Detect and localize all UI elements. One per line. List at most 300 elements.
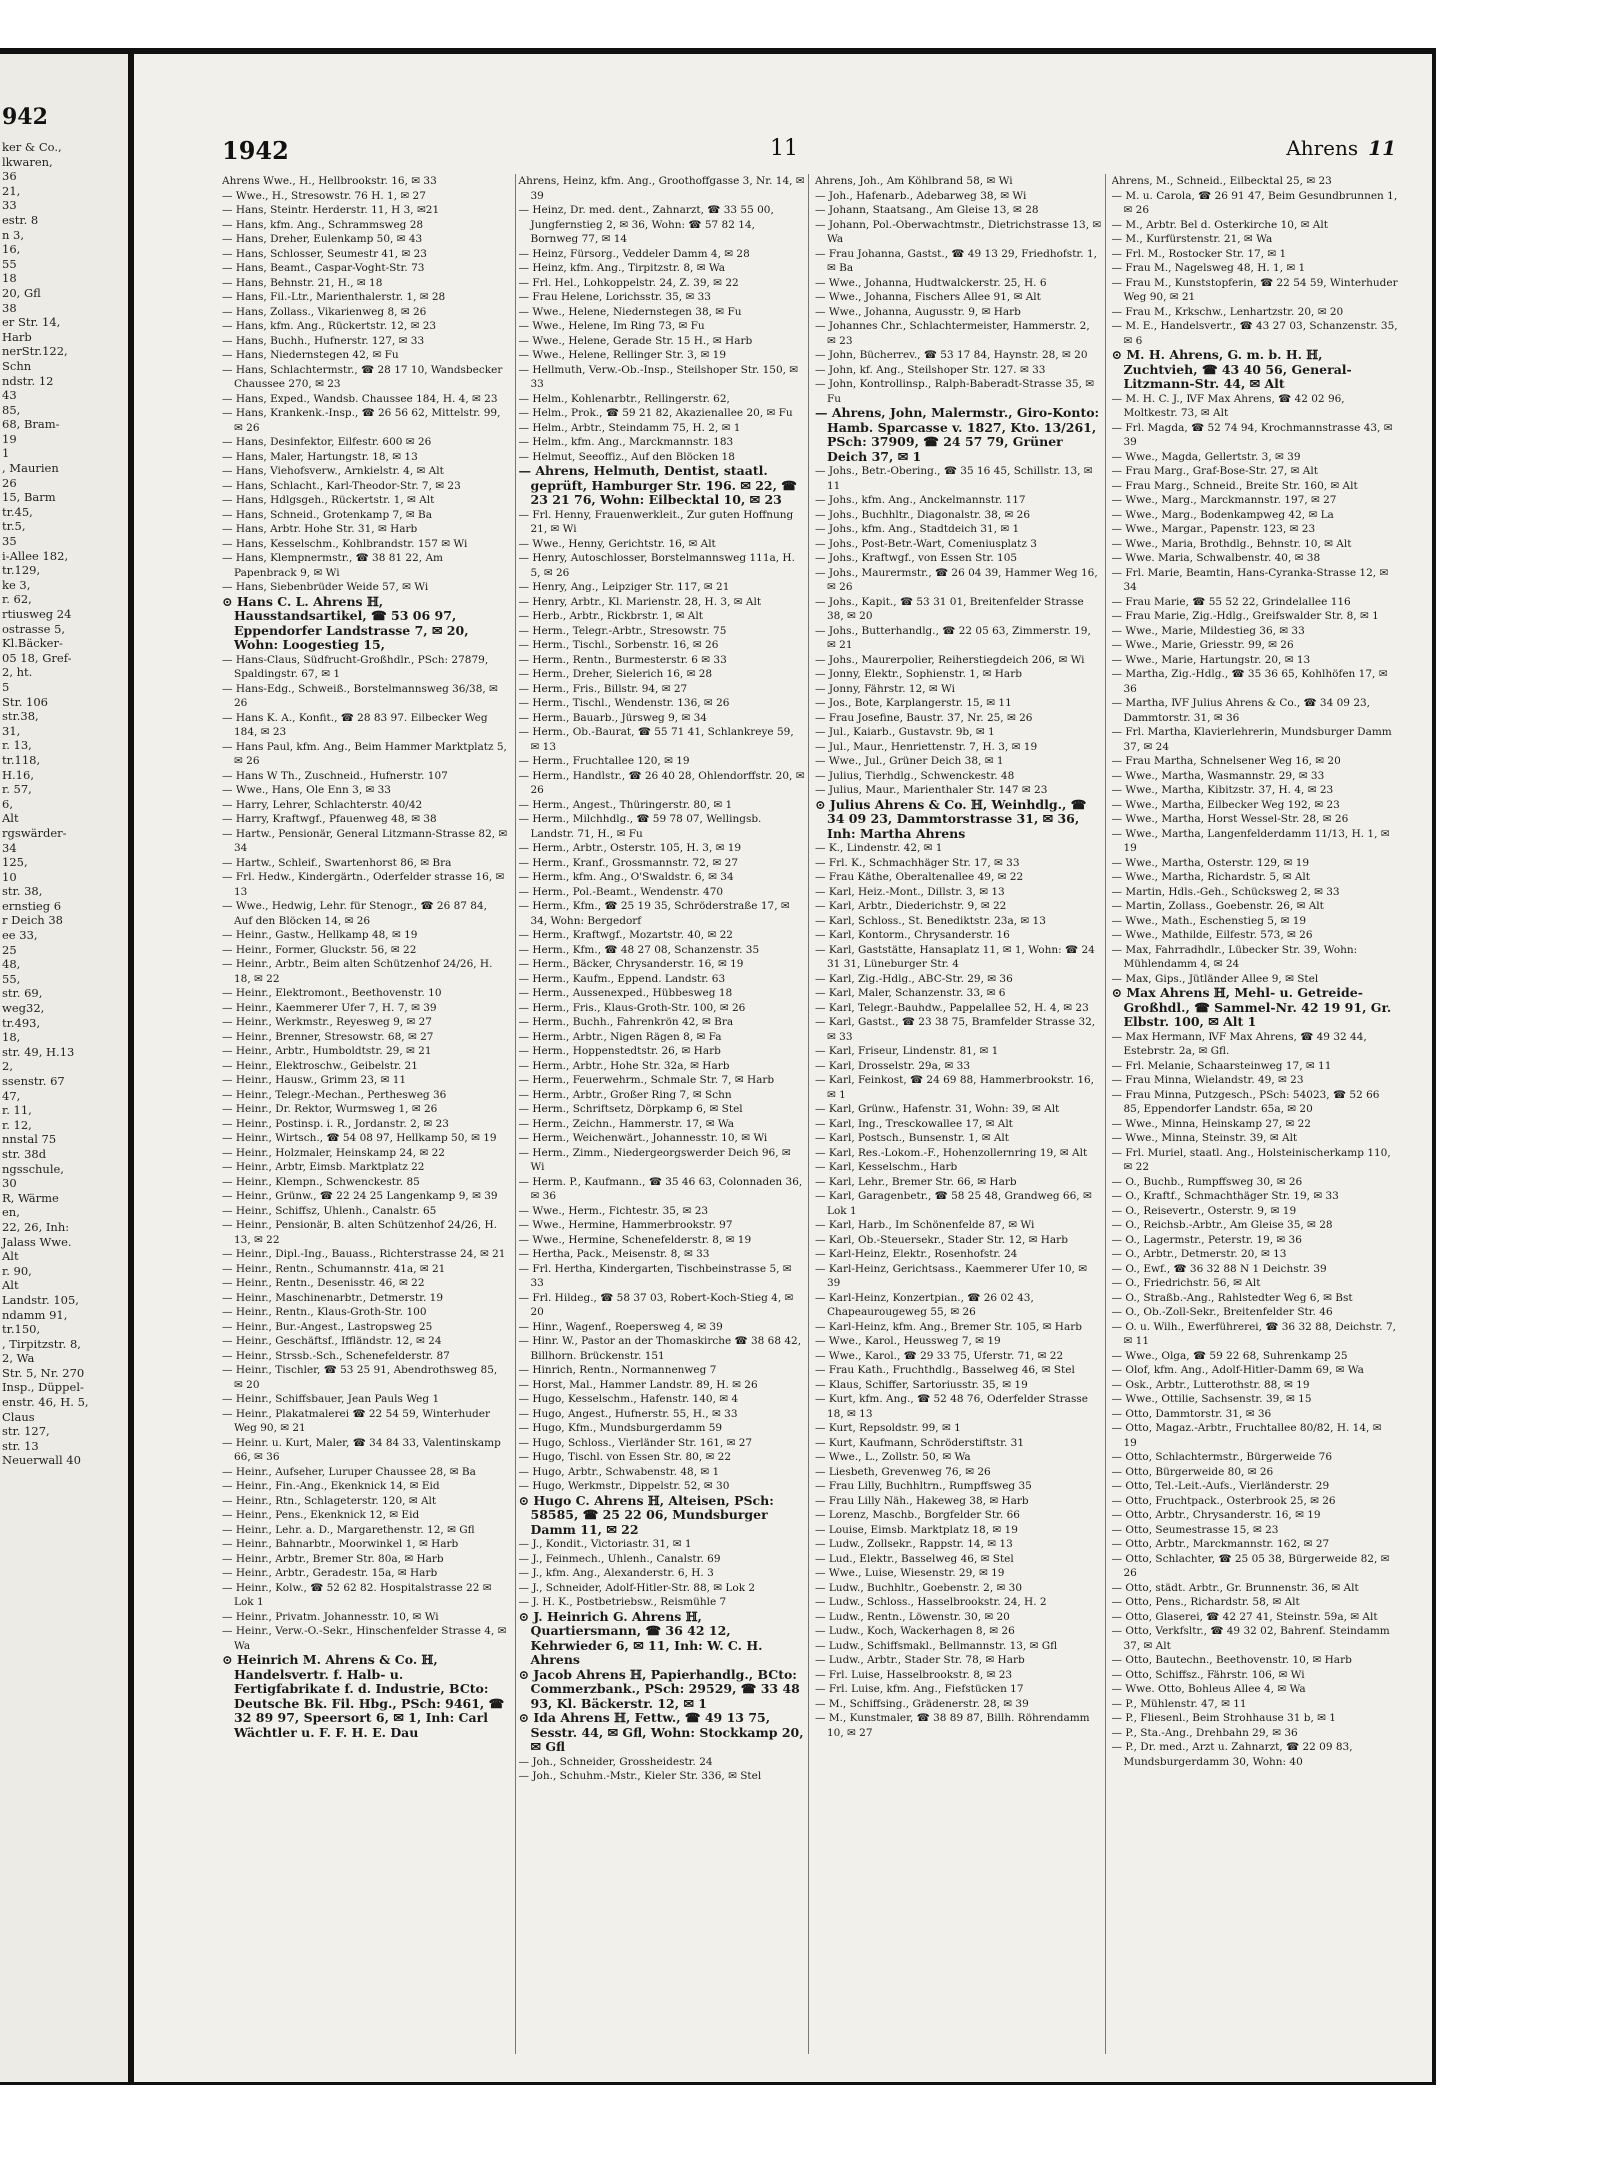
directory-entry: — Wwe., Hedwig, Lehr. für Stenogr., ☎ 26 87 84, Auf den Blöcken 14, ✉ 26 [222,900,487,927]
directory-entry: — Frau Minna, Putzgesch., PSch: 54023, ☎ 52 66 85, Eppendorfer Landstr. 65a, ✉ 20 [1111,1088,1380,1115]
fragment-line: str. 13 [2,1438,39,1453]
fragment-line: , Tirpitzstr. 8, [2,1336,81,1351]
directory-entry: — Karl-Heinz, kfm. Ang., Bremer Str. 105, ✉ Harb [815,1320,1082,1333]
directory-entry: — Hans, Hdlgsgeh., Rückertstr. 1, ✉ Alt [222,494,435,506]
column-1 [222,174,509,2054]
fragment-line: , Maurien [2,461,59,476]
directory-entry: — Wwe., Martha, Osterstr. 129, ✉ 19 [1111,856,1310,869]
fragment-line: ee 33, [2,928,38,943]
directory-entry: — Herm., Aussenexped., Hübbesweg 18 [518,987,733,999]
directory-entry: — Wwe., Marie, Griesstr. 99, ✉ 26 [1111,639,1294,651]
directory-entry: — Otto, Pens., Richardstr. 58, ✉ Alt [1111,1596,1300,1608]
directory-entry: — Ludw., Rentn., Löwenstr. 30, ✉ 20 [815,1610,1010,1623]
directory-entry: — Hugo, Kfm., Mundsburgerdamm 59 [518,1422,723,1434]
directory-entry: — Hans, Schlachtermstr., ☎ 28 17 10, Wandsbecker Chaussee 270, ✉ 23 [222,363,503,390]
directory-entry: — Frau Marg., Schneid., Breite Str. 160, ✉ Alt [1111,479,1358,492]
directory-entry: — Johs., kfm. Ang., Anckelmannstr. 117 [815,494,1026,506]
directory-entry: ⊙ J. Heinrich G. Ahrens ℍ, Quartiersmann, ☎ 36 42 12, Kehrwieder 6, ✉ 11, Inh: W. C. H. Ahrens [518,1608,763,1667]
directory-entry: — Wwe., Margar., Papenstr. 123, ✉ 23 [1111,523,1316,535]
directory-entry: — O., Arbtr., Detmerstr. 20, ✉ 13 [1111,1248,1287,1260]
directory-entry: — O., Lagermstr., Peterstr. 19, ✉ 36 [1111,1233,1302,1246]
directory-entry: — Wwe., Marie, Hartungstr. 20, ✉ 13 [1111,653,1311,666]
fragment-line: 85, [2,402,21,417]
fragment-line: 38 [2,300,17,315]
fragment-line: weg32, [2,1001,45,1016]
directory-entry: — Karl, Lehr., Bremer Str. 66, ✉ Harb [815,1175,1017,1188]
directory-entry: — Wwe., Martha, Richardstr. 5, ✉ Alt [1111,871,1311,883]
fragment-line: r. 62, [2,592,32,607]
directory-entry: — Hugo, Schloss., Vierländer Str. 161, ✉ 27 [518,1436,753,1449]
column-4 [1112,174,1399,2054]
directory-entry: — Heinr., Werkmstr., Reyesweg 9, ✉ 27 [222,1016,432,1028]
directory-entry: — Herm., Kraftwgf., Mozartstr. 40, ✉ 22 [518,929,733,941]
fragment-line: Alt [2,1249,19,1264]
directory-entry: — Julius, Tierhdlg., Schwenckestr. 48 [815,769,1015,782]
directory-entry: — Johs., kfm. Ang., Stadtdeich 31, ✉ 1 [815,523,1020,535]
directory-entry: — O., Ob.-Zoll-Sekr., Breitenfelder Str. 46 [1111,1306,1333,1318]
directory-page [134,54,1432,2082]
directory-entry: — Wwe., Johanna, Hudtwalckerstr. 25, H. 6 [815,276,1047,289]
directory-entry: — Hugo, Werkmstr., Dippelstr. 52, ✉ 30 [518,1480,730,1492]
fragment-line: 1 [2,446,10,461]
directory-entry: — Hans, Buchh., Hufnerstr. 127, ✉ 33 [222,334,425,347]
directory-entry: — Wwe., Helene, Gerade Str. 15 H., ✉ Harb [518,334,753,347]
directory-entry: — Herm., Ob.-Baurat, ☎ 55 71 41, Schlankreye 59, ✉ 13 [518,726,794,753]
directory-entry: — Herm., Arbtr., Hohe Str. 32a, ✉ Harb [518,1059,730,1072]
directory-entry: — Hans, Krankenk.-Insp., ☎ 26 56 62, Mittelstr. 99, ✉ 26 [222,407,501,434]
fragment-line: 18 [2,271,17,286]
directory-entry: — Heinr., Klempn., Schwenckestr. 85 [222,1175,420,1188]
directory-entry: — Otto, Seumestrasse 15, ✉ 23 [1111,1523,1279,1536]
directory-entry: — Otto, Arbtr., Marckmannstr. 162, ✉ 27 [1111,1538,1330,1550]
directory-entry: — Karl, Harb., Im Schönenfelde 87, ✉ Wi [815,1219,1035,1231]
directory-entry: — Heinr., Pensionär, B. alten Schützenhof 24/26, H. 13, ✉ 22 [222,1219,498,1246]
directory-entry: — Wwe., Martha, Horst Wessel-Str. 28, ✉ 26 [1111,813,1349,825]
directory-entry: — Wwe., Mathilde, Eilfestr. 573, ✉ 26 [1111,929,1313,941]
directory-entry: — J., Kondit., Victoriastr. 31, ✉ 1 [518,1538,692,1550]
directory-entry: — Hartw., Schleif., Swartenhorst 86, ✉ Bra [222,856,452,869]
fragment-line: Schn [2,358,32,373]
fragment-line: 16, [2,242,21,257]
directory-entry: — Johs., Buchhltr., Diagonalstr. 38, ✉ 26 [815,508,1031,521]
directory-entry: — Hugo, Angest., Hufnerstr. 55, H., ✉ 33 [518,1407,738,1420]
directory-entry: — Martin, Hdls.-Geh., Schücksweg 2, ✉ 33 [1111,885,1340,898]
directory-entry: — Heinr., Holzmaler, Heinskamp 24, ✉ 22 [222,1146,445,1159]
fragment-line: nnstal 75 [2,1132,57,1147]
fragment-line: r Deich 38 [2,913,63,928]
directory-entry: — Frl. M., Rostocker Str. 17, ✉ 1 [1111,247,1287,260]
directory-entry: — Wwe., Martha, Kibitzstr. 37, H. 4, ✉ 23 [1111,784,1334,796]
directory-entry: — Herm., Bauarb., Jürsweg 9, ✉ 34 [518,711,707,724]
fragment-line: er Str. 14, [2,315,61,330]
directory-entry: — O. u. Wilh., Ewerführerei, ☎ 36 32 88, Deichstr. 7, ✉ 11 [1111,1320,1396,1347]
fragment-line: 55, [2,971,21,986]
directory-entry: — Heinr., Rentn., Desenisstr. 46, ✉ 22 [222,1277,425,1289]
fragment-line: 125, [2,855,28,870]
directory-entry: — Hinr. W., Pastor an der Thomaskirche ☎ 38 68 42, Billhorn. Brückenstr. 151 [518,1335,802,1362]
directory-entry: — Hans, Schneid., Grotenkamp 7, ✉ Ba [222,508,433,521]
directory-entry: — Wwe., Karol., ☎ 29 33 75, Uferstr. 71, ✉ 22 [815,1349,1064,1362]
directory-entry: — Hellmuth, Verw.-Ob.-Insp., Steilshoper Str. 150, ✉ 33 [518,363,799,390]
directory-entry: — Herm., Rentn., Burmesterstr. 6 ✉ 33 [518,653,727,666]
directory-entry: — Wwe., Johanna, Fischers Allee 91, ✉ Alt [815,291,1041,303]
directory-entry: — Wwe., Helene, Rellinger Str. 3, ✉ 19 [518,349,726,361]
directory-entry: — Hans, kfm. Ang., Rückertstr. 12, ✉ 23 [222,320,437,332]
directory-entry: — Heinr., Verw.-O.-Sekr., Hinschenfelder Strasse 4, ✉ Wa [222,1625,507,1652]
page-header [222,126,1396,166]
directory-entry: — Wwe., Hans, Ole Enn 3, ✉ 33 [222,784,391,796]
directory-entry: — Frl. Henny, Frauenwerkleit., Zur guten Hoffnung 21, ✉ Wi [518,508,794,535]
directory-entry: ⊙ Max Ahrens ℍ, Mehl- u. Getreide-Großhdl., ☎ Sammel-Nr. 42 19 91, Gr. Elbstr. 100, ✉ Alt 1 [1111,985,1392,1029]
header-surname: Ahrens [1286,136,1359,160]
fragment-line: ndstr. 12 [2,373,54,388]
directory-entry: — Otto, Bürgerweide 80, ✉ 26 [1111,1465,1274,1478]
directory-entry: — Wwe., Minna, Heinskamp 27, ✉ 22 [1111,1117,1311,1130]
directory-entry: — Otto, Tel.-Leit.-Aufs., Vierländerstr. 29 [1111,1480,1330,1492]
directory-entry: — Frau Josefine, Baustr. 37, Nr. 25, ✉ 26 [815,711,1033,724]
directory-entry: — Joh., Schneider, Grossheidestr. 24 [518,1755,713,1768]
directory-entry: — O., Reisevertr., Osterstr. 9, ✉ 19 [1111,1204,1297,1217]
directory-entry: — Johs., Post-Betr.-Wart, Comeniusplatz 3 [815,537,1037,550]
header-name [1286,136,1396,160]
directory-entry: — Herm., Tischl., Sorbenstr. 16, ✉ 26 [518,639,719,651]
fragment-line: 34 [2,840,17,855]
directory-entry: — Herm., Fris., Billstr. 94, ✉ 27 [518,682,688,695]
fragment-line: tr.118, [2,752,41,767]
directory-entry: — Herm., Tischl., Wendenstr. 136, ✉ 26 [518,697,730,709]
directory-entry: — Frau M., Krkschw., Lenhartzstr. 20, ✉ 20 [1111,305,1344,318]
directory-entry: — Heinr., Grünw., ☎ 22 24 25 Langenkamp 9, ✉ 39 [222,1190,498,1202]
directory-entry: — Herm., Kfm., ☎ 48 27 08, Schanzenstr. 35 [518,943,760,956]
directory-entry: — Karl, Drosselstr. 29a, ✉ 33 [815,1059,971,1072]
directory-entry: — Hans, Steintr. Herderstr. 11, H 3, ✉21 [222,204,440,216]
fragment-line: 47, [2,1088,21,1103]
directory-entry: — O., Kraftf., Schmachthäger Str. 19, ✉ 33 [1111,1190,1339,1202]
directory-entry: — Frl. Hildeg., ☎ 58 37 03, Robert-Koch-Stieg 4, ✉ 20 [518,1291,794,1318]
directory-entry: — Hans, Fil.-Ltr., Marienthalerstr. 1, ✉ 28 [222,291,446,303]
directory-entry: — Klaus, Schiffer, Sartoriusstr. 35, ✉ 19 [815,1378,1028,1391]
directory-entry: — Herm., Arbtr., Nigen Rägen 8, ✉ Fa [518,1030,722,1043]
previous-page-fragment [0,54,128,2082]
directory-entry: — Jul., Maur., Henriettenstr. 7, H. 3, ✉ 19 [815,740,1038,753]
directory-entry: — Heinr., Bahnarbtr., Moorwinkel 1, ✉ Harb [222,1538,459,1550]
directory-entry: — Wwe., Hermine, Schenefelderstr. 8, ✉ 19 [518,1233,752,1246]
directory-entry: — P., Mühlenstr. 47, ✉ 11 [1111,1697,1247,1710]
directory-entry: — Johannes Chr., Schlachtermeister, Hammerstr. 2, ✉ 23 [815,320,1090,347]
directory-entry: — Helm., kfm. Ang., Marckmannstr. 183 [518,436,734,448]
directory-entry: — Karl, Kesselschm., Harb [815,1161,958,1173]
directory-entry: — Otto, Schlachtermstr., Bürgerweide 76 [1111,1451,1333,1463]
fragment-line: r. 13, [2,738,32,753]
directory-entry: — Heinr., Gastw., Hellkamp 48, ✉ 19 [222,929,418,941]
directory-entry: — Wwe., Martha, Wasmannstr. 29, ✉ 33 [1111,769,1325,782]
directory-entry: — Heinr., Privatm. Johannesstr. 10, ✉ Wi [222,1610,439,1623]
directory-entry: — Heinr., Arbtr., Beim alten Schützenhof 24/26, H. 18, ✉ 22 [222,958,493,985]
directory-entry: — Frau Johanna, Gastst., ☎ 49 13 29, Friedhofstr. 1, ✉ Ba [815,247,1097,274]
directory-entry: — Hans-Edg., Schweiß., Borstelmannsweg 36/38, ✉ 26 [222,682,498,709]
fragment-line: Alt [2,811,19,826]
fragment-line: 15, Barm [2,490,56,505]
directory-entry: — Herm., Pol.-Beamt., Wendenstr. 470 [518,885,724,898]
directory-entry: — Johs., Maurermstr., ☎ 26 04 39, Hammer Weg 16, ✉ 26 [815,566,1098,593]
directory-entry: — Hans, Behnstr. 21, H., ✉ 18 [222,276,383,289]
directory-entry: — Ludw., Zollsekr., Rappstr. 14, ✉ 13 [815,1538,1013,1550]
directory-entry: — Karl, Feinkost, ☎ 24 69 88, Hammerbrookstr. 16, ✉ 1 [815,1074,1095,1101]
directory-entry: — Karl, Zig.-Hdlg., ABC-Str. 29, ✉ 36 [815,972,1013,985]
directory-entry: — Herm., Kfm., ☎ 25 19 35, Schröderstraße 17, ✉ 34, Wohn: Bergedorf [518,900,790,927]
directory-entry: — Hans, Arbtr. Hohe Str. 31, ✉ Harb [222,523,418,535]
directory-entry: — M., Schiffsing., Grädenerstr. 28, ✉ 39 [815,1697,1029,1710]
directory-entry: — Karl, Kontorm., Chrysanderstr. 16 [815,929,1010,941]
directory-entry: — Wwe., Hermine, Hammerbrookstr. 97 [518,1219,733,1231]
fragment-line: tr.493, [2,1015,41,1030]
fragment-line: r. 12, [2,1117,32,1132]
directory-entry: — M. H. C. J., ⅣF Max Ahrens, ☎ 42 02 96, Moltkestr. 73, ✉ Alt [1111,392,1345,419]
header-page-ref: 11 [1368,136,1396,160]
directory-entry: — Heinr., Plakatmalerei ☎ 22 54 59, Winterhuder Weg 90, ✉ 21 [222,1407,490,1434]
directory-entry: — Hertha, Pack., Meisenstr. 8, ✉ 33 [518,1248,710,1260]
directory-entry: — Ludw., Arbtr., Stader Str. 78, ✉ Harb [815,1654,1025,1666]
fragment-line: r. 11, [2,1103,32,1118]
directory-entry: — Heinr., Dipl.-Ing., Bauass., Richterstrasse 24, ✉ 21 [222,1248,506,1260]
directory-entry: — Wwe., Martha, Langenfelderdamm 11/13, H. 1, ✉ 19 [1111,827,1390,854]
directory-entry: — Hans Paul, kfm. Ang., Beim Hammer Marktplatz 5, ✉ 26 [222,740,507,767]
fragment-line: estr. 8 [2,212,39,227]
directory-entry: Ahrens, M., Schneid., Eilbecktal 25, ✉ 23 [1111,175,1332,187]
directory-entry: — M. E., Handelsvertr., ☎ 43 27 03, Schanzenstr. 35, ✉ 6 [1111,320,1398,347]
directory-entry: — Martha, Zig.-Hdlg., ☎ 35 36 65, Kohlhöfen 17, ✉ 36 [1111,668,1388,695]
directory-entry: — M., Kurfürstenstr. 21, ✉ Wa [1111,233,1273,245]
directory-entry: — Heinr., Telegr.-Mechan., Perthesweg 36 [222,1088,447,1101]
fragment-line: r. 90, [2,1263,32,1278]
directory-entry: — Harry, Kraftwgf., Pfauenweg 48, ✉ 38 [222,813,437,825]
previous-page-year: 942 [2,104,48,130]
fragment-line: 18, [2,1030,21,1045]
directory-entry: — Herm., kfm. Ang., O'Swaldstr. 6, ✉ 34 [518,871,734,883]
fragment-line: Str. 5, Nr. 270 [2,1365,85,1380]
directory-entry: — P., Dr. med., Arzt u. Zahnarzt, ☎ 22 09 83, Mundsburgerdamm 30, Wohn: 40 [1111,1741,1353,1768]
directory-entry: — J., Schneider, Adolf-Hitler-Str. 88, ✉ Lok 2 [518,1581,756,1594]
directory-entry: — Hans W Th., Zuschneid., Hufnerstr. 107 [222,769,448,782]
directory-entry: — Heinr., Kaemmerer Ufer 7, H. 7, ✉ 39 [222,1001,437,1014]
directory-entry: ⊙ Hugo C. Ahrens ℍ, Alteisen, PSch: 58585, ☎ 25 22 06, Mundsburger Damm 11, ✉ 22 [518,1492,774,1537]
directory-entry: — Herm., Fris., Klaus-Groth-Str. 100, ✉ 26 [518,1001,746,1014]
directory-entry: — Wwe., Minna, Steinstr. 39, ✉ Alt [1111,1132,1298,1144]
directory-entry: — Wwe., Henny, Gerichtstr. 16, ✉ Alt [518,537,716,550]
directory-entry: — Helm., Arbtr., Steindamm 75, H. 2, ✉ 1 [518,421,741,434]
directory-entry: — Ludw., Buchhltr., Goebenstr. 2, ✉ 30 [815,1581,1023,1594]
fragment-line: 33 [2,198,17,213]
directory-entry: — Ahrens, Helmuth, Dentist, staatl. geprüft, Hamburger Str. 196. ✉ 22, ☎ 23 21 76, Wohn: Eilbecktal 10, ✉ 23 [518,463,797,507]
fragment-line: ndamm 91, [2,1307,68,1322]
directory-entry: — Wwe., Jul., Grüner Deich 38, ✉ 1 [815,755,1004,767]
directory-entry: — Frau Minna, Wielandstr. 49, ✉ 23 [1111,1074,1304,1086]
fragment-line: str. 69, [2,986,43,1001]
directory-entry: — Heinz, kfm. Ang., Tirpitzstr. 8, ✉ Wa [518,262,725,274]
directory-entry: — Karl, Garagenbetr., ☎ 58 25 48, Grandweg 66, ✉ Lok 1 [815,1190,1092,1217]
directory-entry: — Frl. Martha, Klavierlehrerin, Mundsburger Damm 37, ✉ 24 [1111,726,1392,753]
fragment-line: 20, Gfl [2,285,41,300]
directory-entry: ⊙ Julius Ahrens & Co. ℍ, Weinhdlg., ☎ 34 09 23, Dammtorstrasse 31, ✉ 36, Inh: Martha Ahrens [815,796,1087,841]
directory-entry: — Hans, Siebenbrüder Weide 57, ✉ Wi [222,581,429,593]
directory-entry: — Karl, Ing., Tresckowallee 17, ✉ Alt [815,1117,1013,1130]
directory-entry: — Wwe., Magda, Gellertstr. 3, ✉ 39 [1111,450,1301,463]
directory-entry: — Hans, Exped., Wandsb. Chaussee 184, H. 4, ✉ 23 [222,392,498,405]
fragment-line: ostrasse 5, [2,621,66,636]
directory-entry: — Hans K. A., Konfit., ☎ 28 83 97. Eilbecker Weg 184, ✉ 23 [222,711,488,738]
directory-entry: — Karl, Schloss., St. Benediktstr. 23a, ✉ 13 [815,914,1046,927]
directory-entry: — O., Straßb.-Ang., Rahlstedter Weg 6, ✉ Bst [1111,1291,1353,1304]
fragment-line: ernstieg 6 [2,898,62,913]
directory-entry: — Karl, Friseur, Lindenstr. 81, ✉ 1 [815,1045,999,1057]
directory-entry: ⊙ Heinrich M. Ahrens & Co. ℍ, Handelsvertr. f. Halb- u. Fertigfabrikate f. d. Industrie, BCto: Deutsche Bk. Fil. Hbg., PSch: 9461, ☎ 32 89 97, Speersort 6, ✉ 1, Inh: Carl Wächtler u. F. F. H. E. Dau [222,1652,505,1740]
directory-entry: — Hans, Schlacht., Karl-Theodor-Str. 7, ✉ 23 [222,479,461,492]
directory-entry: — Herm., Dreher, Sielerich 16, ✉ 28 [518,668,713,680]
directory-entry: — Otto, Schlachter, ☎ 25 05 38, Bürgerweide 82, ✉ 26 [1111,1552,1390,1579]
directory-entry: — John, kf. Ang., Steilshoper Str. 127. ✉ 33 [815,363,1046,376]
directory-entry: — Johs., Butterhandlg., ☎ 22 05 63, Zimmerstr. 19, ✉ 21 [815,624,1091,651]
fragment-line: 26 [2,475,17,490]
directory-entry: — Hans, Dreher, Eulenkamp 50, ✉ 43 [222,233,423,245]
directory-entry: — Heinr., Dr. Rektor, Wurmsweg 1, ✉ 26 [222,1103,438,1115]
directory-entry: — Heinr., Arbtr, Eimsb. Marktplatz 22 [222,1161,425,1173]
directory-entry: — Karl-Heinz, Elektr., Rosenhofstr. 24 [815,1248,1018,1260]
directory-entry: — Hans, Kesselschm., Kohlbrandstr. 157 ✉ Wi [222,537,468,550]
directory-entry: Ahrens Wwe., H., Hellbrookstr. 16, ✉ 33 [222,175,437,187]
fragment-line: 35 [2,534,17,549]
directory-entry: — Johs., Betr.-Obering., ☎ 35 16 45, Schillstr. 13, ✉ 11 [815,465,1093,492]
directory-entry: Ahrens, Joh., Am Köhlbrand 58, ✉ Wi [815,175,1013,187]
directory-entry: — Joh., Hafenarb., Adebarweg 38, ✉ Wi [815,189,1027,202]
fragment-line: Harb [2,329,32,344]
fragment-line: ker & Co., [2,140,62,154]
directory-entry: — Heinz, Dr. med. dent., Zahnarzt, ☎ 33 55 00, Jungfernstieg 2, ✉ 36, Wohn: ☎ 57 82 14, Bornweg 77, ✉ 14 [518,204,774,245]
directory-entry: — Karl, Gastst., ☎ 23 38 75, Bramfelder Strasse 32, ✉ 33 [815,1016,1096,1043]
directory-entry: — Kurt, Repsoldstr. 99, ✉ 1 [815,1422,961,1434]
fragment-line: 25 [2,942,17,957]
directory-entry: — Johs., Kraftwgf., von Essen Str. 105 [815,552,1018,564]
directory-entry: — Frau Lilly, Buchhltrn., Rumpffsweg 35 [815,1480,1032,1492]
directory-entry: — Hugo, Kesselschm., Hafenstr. 140, ✉ 4 [518,1393,739,1405]
directory-entry: — Wwe., Marg., Bodenkampweg 42, ✉ La [1111,508,1334,521]
directory-entry: — Martha, ⅣF Julius Ahrens & Co., ☎ 34 09 23, Dammtorstr. 31, ✉ 36 [1111,697,1371,724]
header-page-number: 11 [770,136,798,161]
directory-entry: — Wwe., H., Stresowstr. 76 H. 1, ✉ 27 [222,189,426,202]
directory-entry: — Frau Käthe, Oberaltenallee 49, ✉ 22 [815,871,1024,883]
directory-entry: — P., Fliesenl., Beim Strohhause 31 b, ✉ 1 [1111,1712,1336,1724]
directory-entry: — Wwe. Otto, Bohleus Allee 4, ✉ Wa [1111,1683,1306,1695]
directory-entry: — K., Lindenstr. 42, ✉ 1 [815,842,943,854]
directory-entry: — Herm., Feuerwehrm., Schmale Str. 7, ✉ Harb [518,1074,775,1086]
fragment-line: 2, ht. [2,665,33,680]
directory-entry: — Frl. K., Schmachhäger Str. 17, ✉ 33 [815,856,1020,869]
directory-entry: — O., Friedrichstr. 56, ✉ Alt [1111,1277,1261,1289]
directory-entry: — Heinr., Maschinenarbtr., Detmerstr. 19 [222,1291,443,1304]
directory-entry: — Herm., Arbtr., Großer Ring 7, ✉ Schn [518,1088,732,1101]
directory-entry: ⊙ Ida Ahrens ℍ, Fettw., ☎ 49 13 75, Sesstr. 44, ✉ Gfl, Wohn: Stockkamp 20, ✉ Gfl [518,1710,804,1754]
fragment-line: i-Allee 182, [2,548,69,563]
directory-entry: — Hugo, Arbtr., Schwabenstr. 48, ✉ 1 [518,1465,720,1478]
directory-entry: — O., Reichsb.-Arbtr., Am Gleise 35, ✉ 28 [1111,1219,1333,1231]
directory-entry: — Liesbeth, Grevenweg 76, ✉ 26 [815,1465,991,1478]
directory-entry: — Heinr., Elektroschw., Geibelstr. 21 [222,1059,418,1072]
directory-entry: — Karl, Heiz.-Mont., Dillstr. 3, ✉ 13 [815,885,1005,898]
fragment-line: ngsschule, [2,1161,64,1176]
directory-entry: — Karl, Postsch., Bunsenstr. 1, ✉ Alt [815,1132,1010,1144]
directory-entry: — Herb., Arbtr., Rickbrstr. 1, ✉ Alt [518,610,703,622]
directory-entry: — Frl. Magda, ☎ 52 74 94, Krochmannstrasse 43, ✉ 39 [1111,421,1393,448]
directory-entry: — Wwe., Math., Eschenstieg 5, ✉ 19 [1111,914,1307,927]
directory-entry: — Wwe., Maria, Brothdlg., Behnstr. 10, ✉ Alt [1111,537,1352,550]
directory-entry: — Wwe., Helene, Im Ring 73, ✉ Fu [518,320,705,332]
directory-entry: — Frau Martha, Schnelsener Weg 16, ✉ 20 [1111,755,1341,767]
directory-entry: — Kurt, Kaufmann, Schröderstiftstr. 31 [815,1436,1025,1449]
directory-entry: ⊙ M. H. Ahrens, G. m. b. H. ℍ, Zuchtvieh, ☎ 43 40 56, General-Litzmann-Str. 44, ✉ Alt [1111,347,1352,391]
directory-entry: — Heinr., Arbtr., Bremer Str. 80a, ✉ Harb [222,1552,444,1565]
directory-entry: — Frau Marie, ☎ 55 52 22, Grindelallee 116 [1111,595,1351,608]
directory-entry: — Frau M., Kunststopferin, ☎ 22 54 59, Winterhuder Weg 90, ✉ 21 [1111,276,1398,303]
directory-entry: — Karl, Maler, Schanzenstr. 33, ✉ 6 [815,987,1006,999]
fragment-line: Insp., Düppel- [2,1380,84,1395]
column-2 [515,174,810,2054]
directory-entry: — Helm., Kohlenarbtr., Rellingerstr. 62, [518,392,730,405]
directory-entry: — Max Hermann, ⅣF Max Ahrens, ☎ 49 32 44, Estebrstr. 2a, ✉ Gfl. [1111,1030,1367,1057]
header-year: 1942 [222,136,289,165]
directory-entry: — Johann, Pol.-Oberwachtmstr., Dietrichstrasse 13, ✉ Wa [815,218,1102,245]
directory-entry: — Frl. Hel., Lohkoppelstr. 24, Z. 39, ✉ 22 [518,276,739,289]
directory-entry: — Herm., Weichenwärt., Johannesstr. 10, ✉ Wi [518,1132,768,1144]
fragment-line: 31, [2,723,21,738]
directory-entry: — Max, Fahrradhdlr., Lübecker Str. 39, Wohn: Mühlendamm 4, ✉ 24 [1111,943,1358,970]
directory-entry: — Louise, Eimsb. Marktplatz 18, ✉ 19 [815,1523,1018,1536]
fragment-line: 10 [2,869,17,884]
fragment-line: tr.5, [2,519,26,534]
fragment-line: 36 [2,169,17,184]
directory-entry: Ahrens, Heinz, kfm. Ang., Groothoffgasse 3, Nr. 14, ✉ 39 [518,175,805,202]
directory-entry: — Frl. Muriel, staatl. Ang., Holsteinischerkamp 110, ✉ 22 [1111,1146,1391,1173]
directory-entry: — Herm., Handlstr., ☎ 26 40 28, Ohlendorffstr. 20, ✉ 26 [518,769,805,796]
directory-entry: — Heinr., Kolw., ☎ 52 62 82. Hospitalstrasse 22 ✉ Lok 1 [222,1581,492,1608]
directory-entry: — Otto, städt. Arbtr., Gr. Brunnenstr. 36, ✉ Alt [1111,1581,1359,1594]
directory-entry: — M., Kunstmaler, ☎ 38 89 87, Billh. Röhrendamm 10, ✉ 27 [815,1712,1090,1739]
fragment-line: Landstr. 105, [2,1292,79,1307]
fragment-line: 68, Bram- [2,417,60,432]
directory-entry: — Wwe., Helene, Niedernstegen 38, ✉ Fu [518,305,742,318]
directory-entry: — Otto, Arbtr., Chrysanderstr. 16, ✉ 19 [1111,1509,1321,1521]
directory-entry: — Heinr., Hausw., Grimm 23, ✉ 11 [222,1074,407,1086]
fragment-line: Str. 106 [2,694,48,709]
directory-entry: — Johs., Maurerpolier, Reiherstiegdeich 206, ✉ Wi [815,653,1085,666]
fragment-line: str. 127, [2,1424,50,1439]
directory-entry: — Hartw., Pensionär, General Litzmann-Strasse 82, ✉ 34 [222,827,508,854]
directory-entry: — Heinr., Rtn., Schlageterstr. 120, ✉ Alt [222,1494,437,1507]
directory-entry: — Otto, Dammtorstr. 31, ✉ 36 [1111,1407,1272,1420]
directory-entry: — Karl, Arbtr., Diederichstr. 9, ✉ 22 [815,900,1007,912]
directory-entry: — Frl. Luise, Hasselbrookstr. 8, ✉ 23 [815,1668,1013,1681]
fragment-line: str. 38d [2,1146,47,1161]
directory-entry: — J. H. K., Postbetriebsw., Reismühle 7 [518,1596,727,1608]
fragment-line: n 3, [2,227,25,242]
fragment-line: nerStr.122, [2,344,68,359]
directory-entry: — Wwe. Maria, Schwalbenstr. 40, ✉ 38 [1111,552,1321,564]
directory-entry: — Karl-Heinz, Konzertpian., ☎ 26 02 43, Chapeaurougeweg 55, ✉ 26 [815,1291,1034,1318]
directory-entry: — Karl, Gaststätte, Hansaplatz 11, ✉ 1, Wohn: ☎ 24 31 31, Lüneburger Str. 4 [815,943,1095,970]
fragment-line: R, Wärme [2,1190,59,1205]
directory-entry: — Heinr., Bur.-Angest., Lastropsweg 25 [222,1320,433,1333]
fragment-line: 5 [2,679,10,694]
directory-entry: — J., Feinmech., Uhlenh., Canalstr. 69 [518,1552,721,1565]
directory-entry: — Hans, Beamt., Caspar-Voght-Str. 73 [222,262,425,274]
